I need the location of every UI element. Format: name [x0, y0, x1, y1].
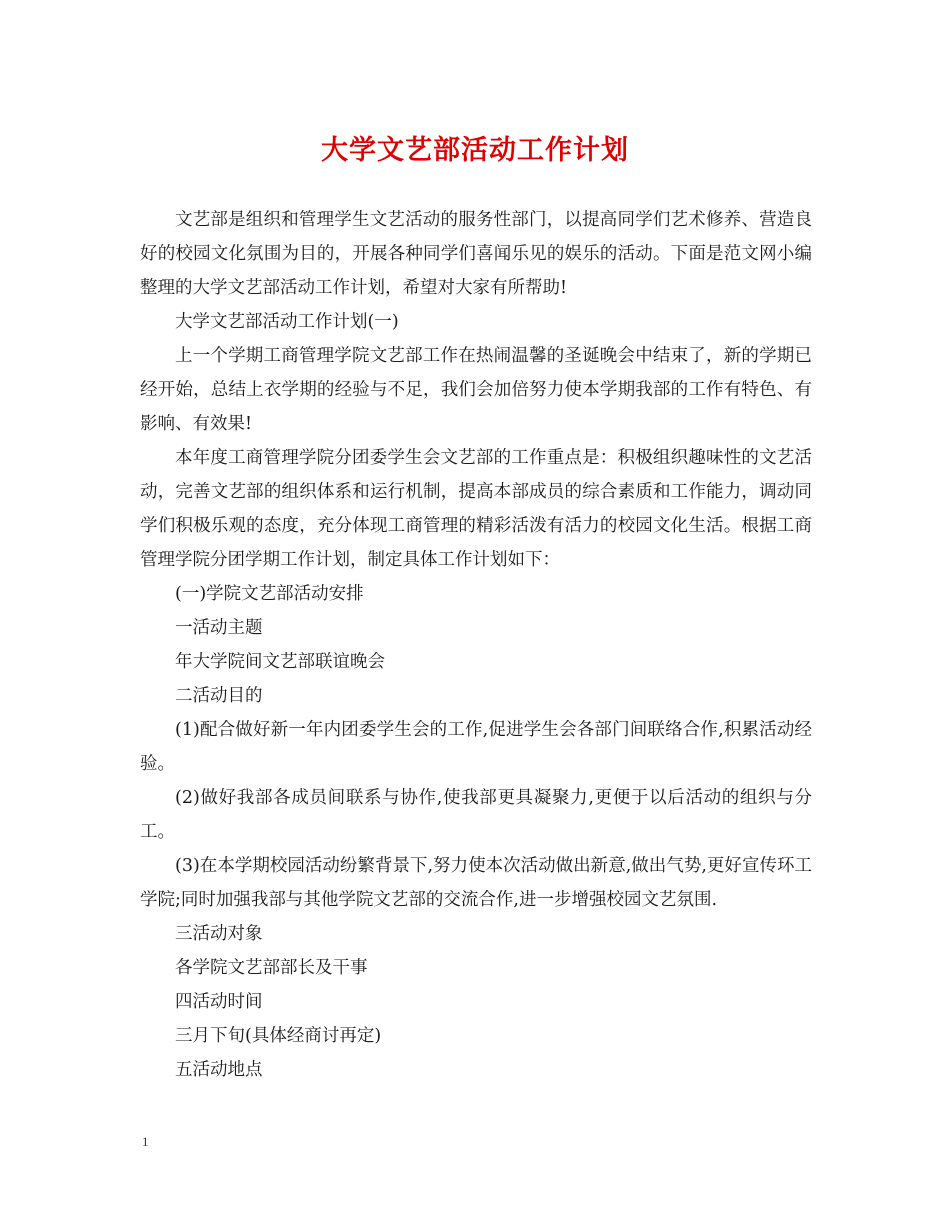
- section-heading-plan-one: 大学文艺部活动工作计划(一): [175, 312, 399, 332]
- item-heading-audience: 三活动对象: [175, 924, 263, 944]
- document-title: 大学文艺部活动工作计划: [321, 135, 629, 166]
- document-body: [140, 203, 812, 1087]
- section-heading-arrangement: (一)学院文艺部活动安排: [175, 584, 364, 604]
- item-value-time: 三月下旬(具体经商讨再定): [175, 1026, 382, 1046]
- page-number: 1: [142, 1134, 149, 1149]
- item-heading-purpose: 二活动目的: [175, 686, 263, 706]
- paragraph-intro: 文艺部是组织和管理学生文艺活动的服务性部门，以提高同学们艺术修养、营造良好的校园文化氛围为目的，开展各种同学们喜闻乐见的娱乐的活动。下面是范文网小编整理的大学文艺部活动工作计划，希望对大家有所帮助!: [140, 210, 812, 298]
- purpose-item-1: (1)配合做好新一年内团委学生会的工作,促进学生会各部门间联络合作,积累活动经验。: [140, 720, 812, 774]
- item-value-theme: 年大学院间文艺部联谊晚会: [175, 652, 385, 672]
- item-heading-location: 五活动地点: [175, 1060, 263, 1080]
- paragraph-focus: 本年度工商管理学院分团委学生会文艺部的工作重点是：积极组织趣味性的文艺活动，完善文艺部的组织体系和运行机制，提高本部成员的综合素质和工作能力，调动同学们积极乐观的态度，充分体现工商管理的精彩活泼有活力的校园文化生活。根据工商管理学院分团学期工作计划，制定具体工作计划如下：: [140, 448, 812, 570]
- item-value-audience: 各学院文艺部部长及干事: [175, 958, 368, 978]
- purpose-item-3: (3)在本学期校园活动纷繁背景下,努力使本次活动做出新意,做出气势,更好宣传环工学院;同时加强我部与其他学院文艺部的交流合作,进一步增强校园文艺氛围.: [140, 856, 812, 910]
- paragraph-last-semester: 上一个学期工商管理学院文艺部工作在热闹温馨的圣诞晚会中结束了，新的学期已经开始，总结上衣学期的经验与不足，我们会加倍努力使本学期我部的工作有特色、有影响、有效果!: [140, 346, 812, 434]
- item-heading-theme: 一活动主题: [175, 618, 263, 638]
- purpose-item-2: (2)做好我部各成员间联系与协作,使我部更具凝聚力,更便于以后活动的组织与分工。: [140, 788, 812, 842]
- item-heading-time: 四活动时间: [175, 992, 263, 1012]
